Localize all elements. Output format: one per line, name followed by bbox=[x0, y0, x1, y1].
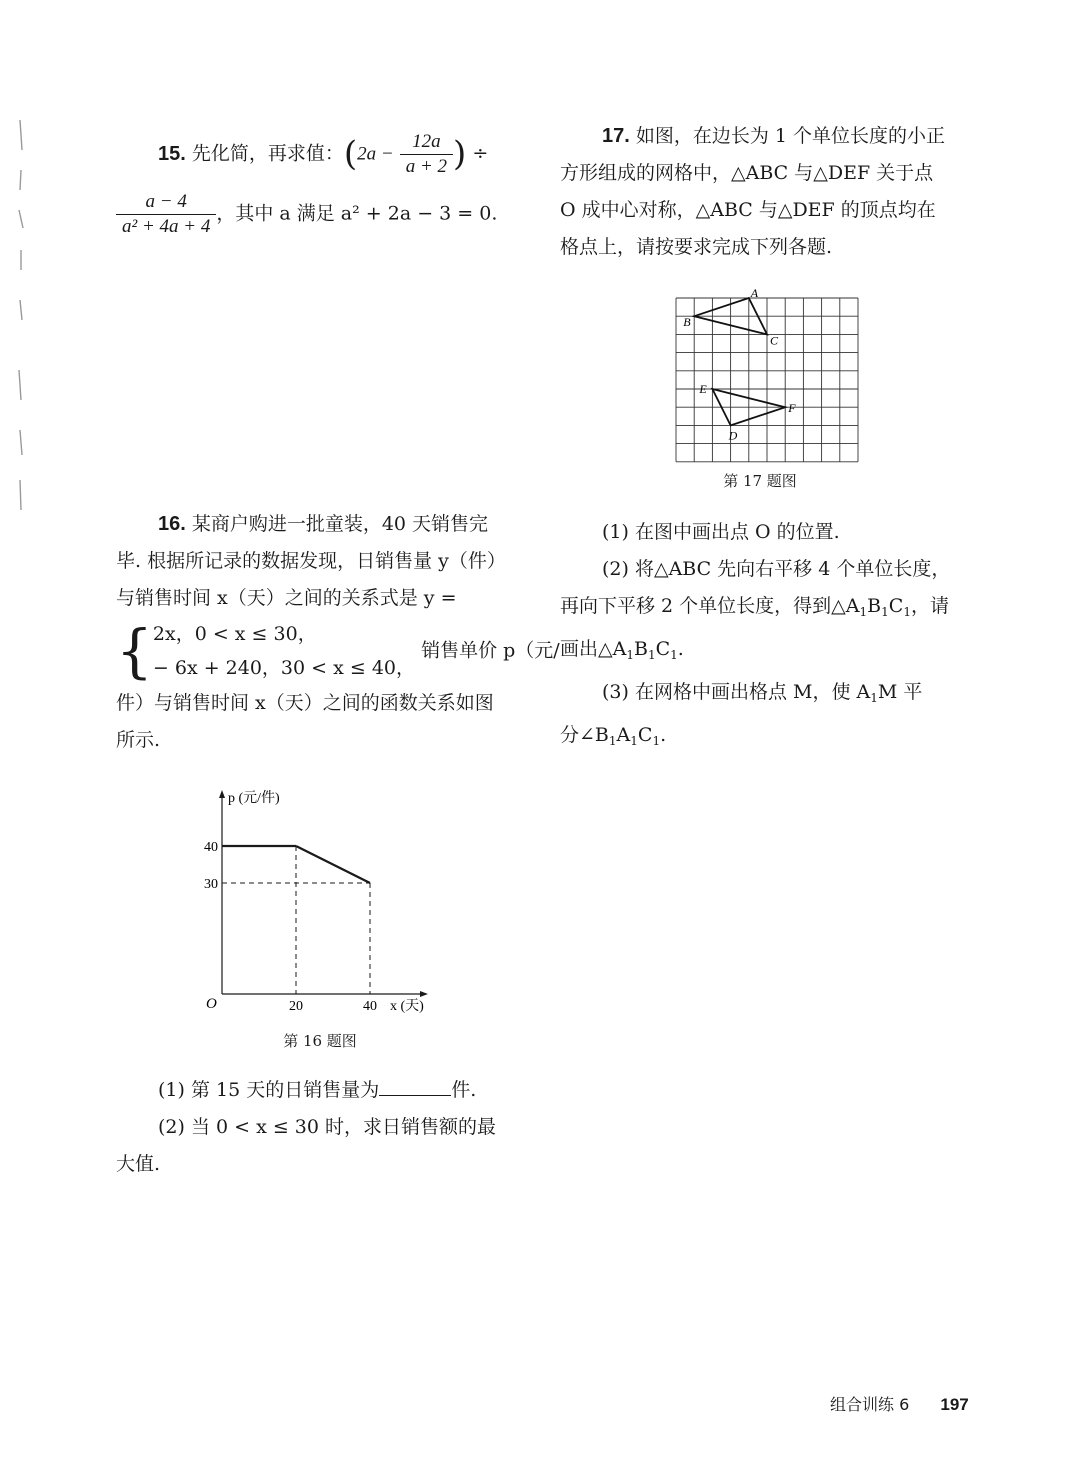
q17-sub2-l2c: C bbox=[888, 595, 904, 617]
q15-condition: ，其中 a 满足 a² + 2a − 3 = 0. bbox=[216, 202, 498, 225]
q17-sub3-line1 bbox=[560, 674, 980, 717]
vertex-label-e: E bbox=[699, 382, 707, 396]
q17-sub3-l1b: M 平 bbox=[877, 681, 923, 703]
q16-sub1-suffix: 件. bbox=[451, 1079, 477, 1101]
subscript-1: 1 bbox=[859, 605, 868, 619]
q16-sub2-line1: (2) 当 0 < x ≤ 30 时，求日销售额的最 bbox=[158, 1116, 497, 1138]
figure-17-caption: 第 17 题图 bbox=[723, 472, 797, 490]
q17-number: 17. bbox=[602, 125, 630, 147]
q15-frac2-denominator: a² + 4a + 4 bbox=[122, 216, 211, 237]
q16-subquestions bbox=[116, 1072, 536, 1183]
q17-sub2-line2 bbox=[560, 588, 980, 631]
q15-fraction-1 bbox=[400, 130, 453, 179]
q15-fraction-2 bbox=[116, 190, 216, 239]
q15-line2 bbox=[116, 190, 536, 239]
series-segment bbox=[296, 846, 370, 883]
vertex-label-c: C bbox=[770, 333, 779, 348]
q17-sub2-l3a: 画出△A bbox=[560, 638, 627, 660]
q17-sub3-line2 bbox=[560, 717, 980, 760]
q16-line3: 与销售时间 x（天）之间的关系式是 y = bbox=[116, 587, 457, 609]
q17-text bbox=[560, 118, 980, 266]
q17-line2: 方形组成的网格中，△ABC 与△DEF 关于点 bbox=[560, 162, 934, 184]
q16-answer-blank[interactable] bbox=[379, 1073, 451, 1096]
y-axis-label: p (元/件) bbox=[228, 791, 280, 806]
q17-sub1: (1) 在图中画出点 O 的位置. bbox=[602, 521, 840, 543]
q16-number: 16. bbox=[158, 513, 186, 535]
subscript-1: 1 bbox=[670, 648, 678, 662]
vertex-label-a: A bbox=[750, 288, 759, 300]
x-axis-arrow bbox=[420, 991, 428, 997]
subscript-1: 1 bbox=[630, 734, 638, 748]
q16-after-brace: 销售单价 p（元/ bbox=[421, 639, 560, 662]
section-label: 组合训练 6 bbox=[830, 1395, 910, 1414]
q16-sub2-line2: 大值. bbox=[116, 1153, 161, 1175]
q17-sub3-l2d: . bbox=[660, 724, 667, 746]
x-tick-label: 40 bbox=[363, 999, 377, 1014]
subscript-1: 1 bbox=[608, 734, 617, 748]
q16-case2: − 6x + 240，30 < x ≤ 40， bbox=[152, 657, 416, 679]
q16-sub1 bbox=[116, 1072, 536, 1109]
x-tick-label: 20 bbox=[289, 999, 303, 1014]
scan-edge-artifact bbox=[14, 110, 28, 530]
vertex-label-d: D bbox=[728, 428, 738, 443]
subscript-1: 1 bbox=[652, 734, 661, 748]
q16-piecewise bbox=[116, 617, 560, 685]
x-axis-label: x (天) bbox=[390, 999, 424, 1014]
q16-sub1-prefix: (1) 第 15 天的日销售量为 bbox=[158, 1079, 380, 1101]
q16-line5: 件）与销售时间 x（天）之间的函数关系如图 bbox=[116, 692, 494, 714]
page-number: 197 bbox=[940, 1395, 969, 1414]
q16-text bbox=[116, 506, 560, 759]
q15-right-paren: ) bbox=[453, 134, 467, 174]
q16-line2: 毕. 根据所记录的数据发现，日销售量 y（件） bbox=[116, 550, 506, 572]
q17-sub3-l2c: C bbox=[637, 724, 653, 746]
q17-sub2-l2d: ，请 bbox=[910, 595, 949, 617]
q15-2a: 2a − bbox=[357, 143, 394, 165]
q16-line1: 某商户购进一批童装，40 天销售完 bbox=[191, 513, 489, 535]
q17-sub3-l2a: 分∠B bbox=[560, 724, 609, 746]
q17-line4: 格点上，请按要求完成下列各题. bbox=[560, 236, 833, 258]
q17-sub2-l3d: . bbox=[677, 638, 684, 660]
figure-17-grid bbox=[666, 288, 866, 464]
q17-subquestions bbox=[560, 514, 980, 760]
q17-line1: 如图，在边长为 1 个单位长度的小正 bbox=[635, 125, 945, 147]
q17-sub3-l2b: A bbox=[616, 724, 631, 746]
q15-frac1-numerator: 12a bbox=[400, 130, 453, 155]
figure-16-caption: 第 16 题图 bbox=[283, 1032, 357, 1050]
q17-sub2-l3b: B bbox=[633, 638, 648, 660]
vertex-label-f: F bbox=[788, 401, 796, 416]
figure-16-chart bbox=[190, 780, 450, 1025]
q17-sub2-line1: (2) 将△ABC 先向右平移 4 个单位长度， bbox=[602, 558, 951, 580]
q16-cases bbox=[116, 617, 415, 685]
q16-brace: { bbox=[116, 617, 153, 685]
subscript-1: 1 bbox=[881, 605, 889, 619]
page-footer bbox=[830, 1392, 969, 1415]
q17-sub2-line3 bbox=[560, 631, 980, 674]
q17-sub2-l2a: 再向下平移 2 个单位长度，得到△A bbox=[560, 595, 860, 617]
q15-line1 bbox=[158, 130, 538, 179]
q15-number: 15. bbox=[158, 142, 186, 165]
y-tick-label: 30 bbox=[204, 877, 218, 892]
q17-line3: O 成中心对称，△ABC 与△DEF 的顶点均在 bbox=[560, 199, 936, 221]
origin-label: O bbox=[206, 996, 217, 1012]
q17-sub2-l3c: C bbox=[655, 638, 671, 660]
q15-divide: ÷ bbox=[472, 142, 489, 165]
q15-frac1-denominator: a + 2 bbox=[405, 156, 448, 177]
subscript-1: 1 bbox=[870, 691, 878, 705]
q15-left-paren: ( bbox=[343, 134, 358, 174]
q16-line6: 所示. bbox=[116, 729, 161, 751]
q17-sub3-l1a: (3) 在网格中画出格点 M，使 A bbox=[602, 681, 871, 703]
y-tick-label: 40 bbox=[204, 840, 218, 855]
vertex-label-b: B bbox=[683, 315, 691, 330]
q15-frac2-numerator: a − 4 bbox=[116, 190, 216, 215]
y-axis-arrow bbox=[219, 790, 225, 798]
q15-lead: 先化简，再求值： bbox=[191, 142, 344, 165]
subscript-1: 1 bbox=[647, 648, 656, 662]
q16-case1: 2x，0 < x ≤ 30， bbox=[152, 623, 317, 645]
subscript-1: 1 bbox=[626, 648, 634, 662]
subscript-1: 1 bbox=[903, 605, 911, 619]
q17-sub2-l2b: B bbox=[867, 595, 882, 617]
